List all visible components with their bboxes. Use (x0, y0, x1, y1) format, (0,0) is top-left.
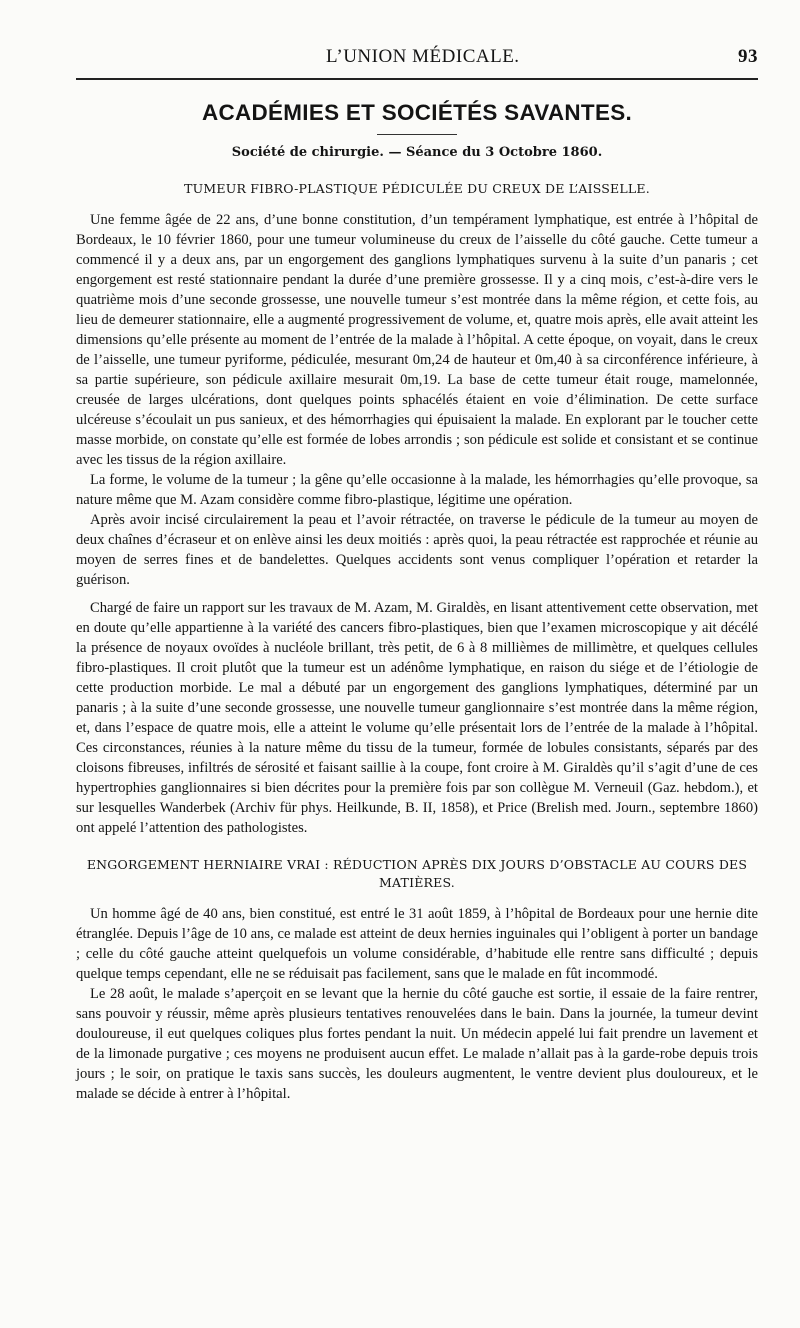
article-heading-tumeur: TUMEUR FIBRO-PLASTIQUE PÉDICULÉE DU CREUX DE L’AISSELLE. (184, 181, 650, 196)
section-title: ACADÉMIES ET SOCIÉTÉS SAVANTES. (201, 100, 633, 125)
article2-paragraph-1: Un homme âgé de 40 ans, bien constitué, est entré le 31 août 1859, à l’hôpital de Bordeaux pour une hernie dite étranglée. Depuis l’âge de 10 ans, ce malade est atteint de deux hernies inguinales qui l’obligent à porter un bandage ; celle du côté gauche atteint quelquefois un volume considérable, d’habitude elle rentre sans difficulté ; depuis quelque temps cependant, elle ne se réduisait pas facilement, sans que le malade en fût incommodé. (76, 906, 758, 982)
paragraph-gap (76, 590, 758, 598)
running-header (76, 36, 758, 76)
article1-paragraph-1: Une femme âgée de 22 ans, d’une bonne constitution, d’un tempérament lymphatique, est entrée à l’hôpital de Bordeaux, le 10 février 1860, pour une tumeur volumineuse du creux de l’aisselle du côté gauche. Cette tumeur a commencé il y a deux ans, par un engorgement des ganglions lymphatiques survenu à la suite d’un panaris ; cet engorgement est resté stationnaire pendant la durée d’une première grossesse. Il y a cinq mois, c’est-à-dire vers le quatrième mois d’une seconde grossesse, une nouvelle tumeur s’est montrée dans la même région, et cette fois, au lieu de demeurer stationnaire, elle a augmenté progressivement de volume, et, quatre mois après, elle avait atteint les dimensions qu’elle présente au moment de l’entrée de la malade à l’hôpital. A cette époque, on voyait, dans le creux de l’aisselle, une tumeur pyriforme, pédiculée, mesurant 0m,24 de hauteur et 0m,40 à sa circonférence inférieure, à sa partie supérieure, son pédicule axillaire mesurait 0m,19. La base de cette tumeur était rouge, mamelonnée, creusée de larges ulcérations, dont quelques points sphacélés étaient en voie d’élimination. De cette surface ulcéreuse s’écoulait un pus sanieux, et des hémorrhagies qui épuisaient la malade. En explorant par le toucher cette masse morbide, on constate qu’elle est formée de lobes arrondis ; son pédicule est solide et consistant et se continue avec les tissus de la région axillaire. (76, 212, 759, 468)
article-heading-engorgement: ENGORGEMENT HERNIAIRE VRAI : RÉDUCTION APRÈS DIX JOURS D’OBSTACLE AU COURS DES MATIÈRES. (86, 857, 748, 890)
article1-paragraph-4: Chargé de faire un rapport sur les travaux de M. Azam, M. Giraldès, en lisant attentivement cette observation, met en doute qu’elle appartienne à la variété des cancers fibro-plastiques, bien que l’examen microscopique y ait décélé la présence de noyaux ovoïdes à nucléole brillant, très petit, de 6 à 8 millièmes de millimètre, et quelques cellules fibro-plastiques. Il croit plutôt que la tumeur est un adénôme lymphatique, en raison du siége et de l’étiologie de cette production morbide. Le mal a débuté par un engorgement des ganglions lymphatiques, déterminé par un panaris ; à la suite d’une seconde grossesse, une nouvelle tumeur ganglionnaire s’est montrée dans la même région, et, dans l’espace de quatre mois, elle a atteint le volume qu’elle présentait lors de l’entrée de la malade à l’hôpital. Ces circonstances, réunies à la nature même du tissu de la tumeur, formée de lobules consistants, séparés par des cloisons fibreuses, infiltrés de sérosité et faisant saillie à la coupe, font croire à M. Giraldès qu’il s’agit d’une de ces hypertrophies ganglionnaires si bien décrites pour la première fois par son collègue M. Verneuil (Gaz. hebdom.), et sur lesquelles Wanderbek (Archiv für phys. Heilkunde, B. II, 1858), et Price (Brelish med. Journ., septembre 1860) ont appelé l’attention des pathologistes. (76, 600, 758, 836)
header-rule (76, 78, 758, 80)
society-session-line: Société de chirurgie. — Séance du 3 Octobre 1860. (231, 145, 603, 160)
article1-paragraph-2: La forme, le volume de la tumeur ; la gêne qu’elle occasionne à la malade, les hémorrhagies qu’elle provoque, sa nature même que M. Azam considère comme fibro-plastique, légitime une opération. (76, 472, 758, 508)
article1-paragraph-3: Après avoir incisé circulairement la peau et l’avoir rétractée, on traverse le pédicule de la tumeur au moyen de deux chaînes d’écraseur et on enlève ainsi les deux moitiés : après quoi, la peau rétractée est rapprochée et réunie au moyen de serres fines et de bandelettes. Quelques accidents sont venus compliquer l’opération et retarder la guérison. (76, 512, 758, 588)
title-rule (377, 134, 457, 135)
article-gap (76, 838, 758, 856)
article2-paragraph-2: Le 28 août, le malade s’aperçoit en se levant que la hernie du côté gauche est sortie, il essaie de la faire rentrer, sans pouvoir y réussir, même après plusieurs tentatives renouvelées dans le bain. Dans la journée, la tumeur devint douloureuse, il eut quelques coliques plus fortes pendant la nuit. Un médecin appelé lui fait prendre un lavement et de la limonade purgative ; ces moyens ne produisent aucun effet. Le malade n’allait pas à la garde-robe depuis trois jours ; le soir, on pratique le taxis sans succès, les douleurs augmentent, le ventre devient plus douloureux, et le malade se décide à entrer à l’hôpital. (76, 986, 758, 1102)
page-number: 93 (738, 46, 758, 67)
running-title: L’UNION MÉDICALE. (326, 46, 520, 67)
